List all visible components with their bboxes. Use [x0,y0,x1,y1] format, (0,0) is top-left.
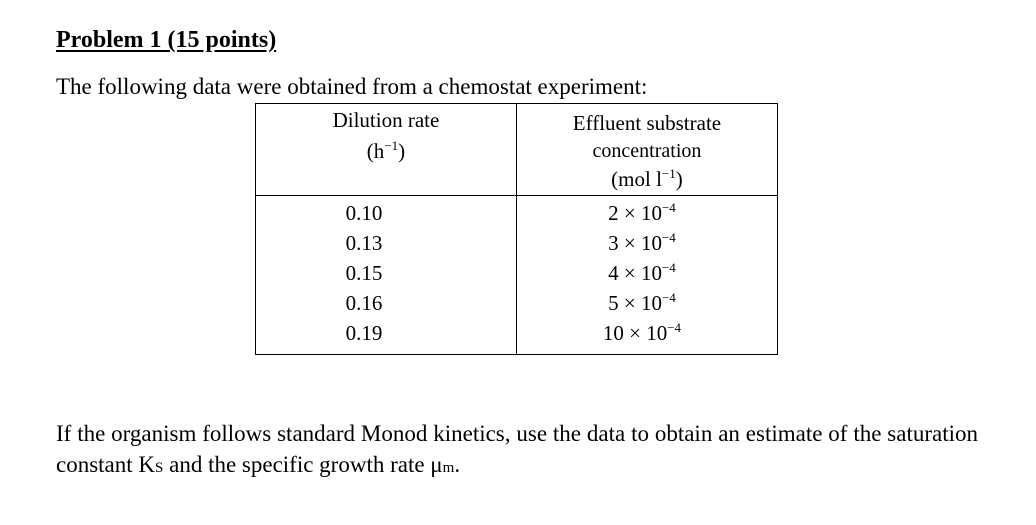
substrate-label-line1: Effluent substrate [572,111,722,135]
problem-intro: The following data were obtained from a chemostat experiment: [56,74,648,99]
mu-subscript: m [442,460,455,476]
dilution-rate-header [256,104,517,196]
substrate-cell: $4 \times 10^{-4}$ [516,258,777,288]
problem-title: Problem 1 (15 points) [56,27,277,53]
dilution-cell: 0.13 [256,228,517,258]
table-row [256,258,778,288]
table-row [256,196,778,229]
dilution-cell: 0.16 [256,288,517,318]
table-row [256,288,778,318]
table-header-row [256,104,778,196]
substrate-cell: $5 \times 10^{-4}$ [516,288,777,318]
substrate-cell: $3 \times 10^{-4}$ [516,228,777,258]
substrate-label-line2: concentration [592,140,702,162]
question-text: If the organism follows standard Monod kinetics, use the data to obtain an estimate of the saturation constant KS and the specific growth rate μm. [56,421,978,477]
table-row [256,228,778,258]
chemostat-data-table [255,103,778,355]
dilution-cell: 0.10 [256,196,517,229]
substrate-unit: (mol $l^{-1}$) [611,166,683,191]
dilution-cell: 0.15 [256,258,517,288]
ks-subscript: S [155,460,164,476]
substrate-header [516,104,777,196]
substrate-cell: $10 \times 10^{-4}$ [516,318,777,355]
substrate-cell: $2 \times 10^{-4}$ [516,196,777,229]
table-row [256,318,778,355]
dilution-cell: 0.19 [256,318,517,355]
dilution-rate-unit: $(h^{-1})$ [366,138,406,163]
dilution-rate-label: Dilution rate [332,108,440,132]
